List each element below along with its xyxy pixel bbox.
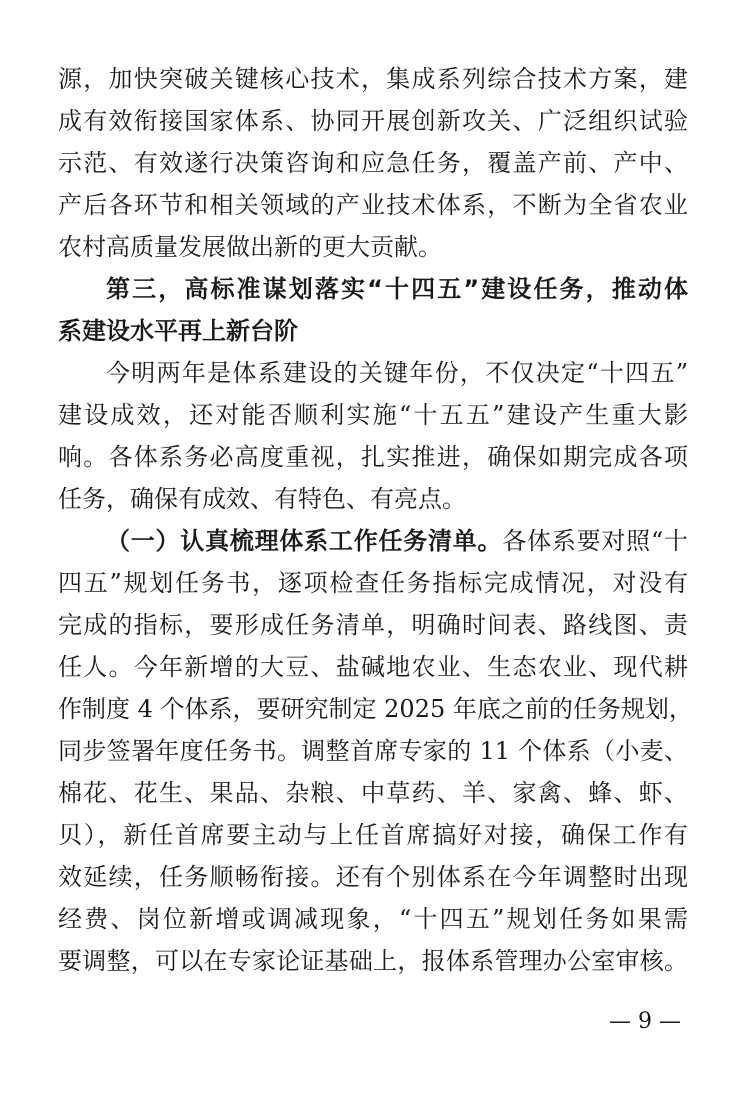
heading-line: 第三，高标准谋划落实“十四五”建设任务，推动体 <box>106 275 688 303</box>
text-line: 作制度 4 个体系，要研究制定 2025 年底之前的任务规划， <box>58 695 693 723</box>
text-line: 完成的指标，要形成任务清单，明确时间表、路线图、责 <box>58 611 688 639</box>
text-line: 今明两年是体系建设的关键年份，不仅决定“十四五” <box>106 359 688 387</box>
paragraph-2 <box>58 352 688 520</box>
text-line: 效延续，任务顺畅衔接。还有个别体系在今年调整时出现 <box>58 863 688 891</box>
text-line-with-lead <box>58 520 688 562</box>
text-span: 各体系要对照“十 <box>502 527 688 555</box>
text-line: 源，加快突破关键核心技术，集成系列综合技术方案，建 <box>58 65 688 93</box>
heading-line: 系建设水平再上新台阶 <box>58 317 298 345</box>
section-heading <box>58 268 688 352</box>
text-line: 示范、有效遂行决策咨询和应急任务，覆盖产前、产中、 <box>58 149 688 177</box>
text-line: 建设成效，还对能否顺利实施“十五五”建设产生重大影 <box>58 401 688 429</box>
paragraph-lead: （一）认真梳理体系工作任务清单。 <box>106 526 503 555</box>
text-line: 棉花、花生、果品、杂粮、中草药、羊、家禽、蜂、虾、 <box>58 779 688 807</box>
text-line: 经费、岗位新增或调减现象，“十四五”规划任务如果需 <box>58 905 688 933</box>
text-line: 任务，确保有成效、有特色、有亮点。 <box>58 485 466 513</box>
text-line: 任人。今年新增的大豆、盐碱地农业、生态农业、现代耕 <box>58 653 688 681</box>
text-line: 产后各环节和相关领域的产业技术体系，不断为全省农业 <box>58 191 688 219</box>
paragraph-1 <box>58 58 688 268</box>
text-line: 农村高质量发展做出新的更大贡献。 <box>58 233 442 261</box>
text-line: 响。各体系务必高度重视，扎实推进，确保如期完成各项 <box>58 443 688 471</box>
page-number: — 9 — <box>609 1009 681 1034</box>
text-line: 要调整，可以在专家论证基础上，报体系管理办公室审核。 <box>58 947 688 975</box>
text-line: 成有效衔接国家体系、协同开展创新攻关、广泛组织试验 <box>58 107 688 135</box>
text-line: 四五”规划任务书，逐项检查任务指标完成情况，对没有 <box>58 569 688 597</box>
paragraph-3 <box>58 520 693 982</box>
text-line: 同步签署年度任务书。调整首席专家的 11 个体系（小麦、 <box>58 737 688 765</box>
text-line: 贝），新任首席要主动与上任首席搞好对接，确保工作有 <box>58 821 688 849</box>
document-page <box>58 58 693 982</box>
